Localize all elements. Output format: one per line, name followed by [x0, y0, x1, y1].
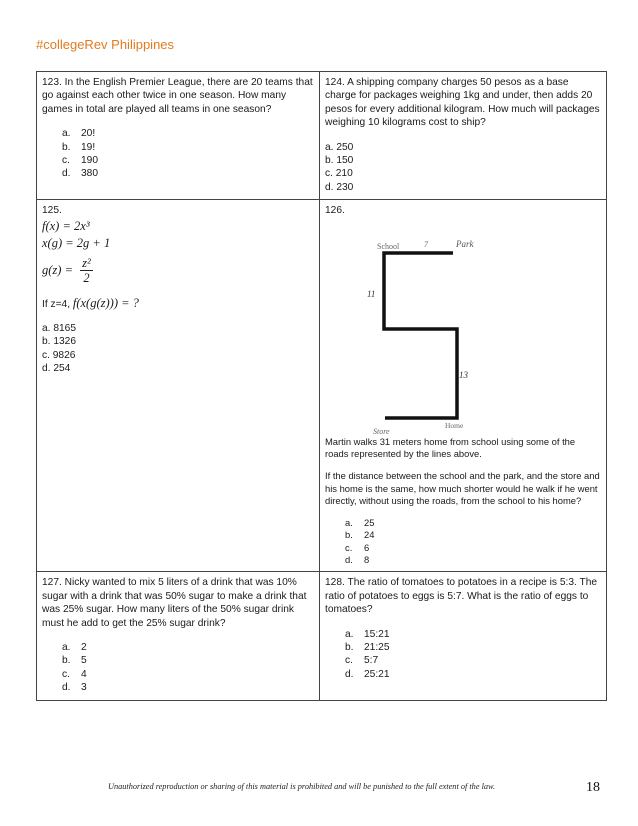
- option[interactable]: c. 210: [325, 168, 353, 180]
- question-126-text: Martin walks 31 meters home from school using some of the roads represented by the lines above.: [325, 435, 576, 460]
- question-row: [37, 72, 607, 200]
- top-length-label: 7: [424, 239, 428, 249]
- question-123: [37, 72, 320, 200]
- question-125: [37, 200, 320, 572]
- park-label: Park: [456, 238, 474, 249]
- brand-header: #collegeRev Philippines: [36, 37, 175, 52]
- equation-g: g(z) = $\frac{\text{z²}}{2}$: [42, 255, 91, 285]
- route-path: [384, 253, 457, 418]
- fraction: $\frac{\text{z²}}{2}$: [82, 255, 91, 285]
- option[interactable]: a. 250: [325, 141, 354, 153]
- question-125-prompt: If z=4, f(x(g(z))) = ?: [42, 295, 139, 310]
- option[interactable]: c. 9826: [42, 349, 76, 361]
- footer-notice: Unauthorized reproduction or sharing of this material is prohibited and will be punished to the full extent of the law.: [108, 782, 496, 791]
- question-123-text: 123. In the English Premier League, there are 20 teams that go against each other twice in one season. How many games in total are played all teams in one season?: [42, 77, 313, 115]
- question-124-options: [325, 141, 601, 195]
- question-128-text: 128. The ratio of tomatoes to potatoes in a recipe is 5:3. The ratio of potatoes to eggs is 5:7. What is the ratio of eggs to tomatoes?: [325, 577, 598, 616]
- option[interactable]: d. 8: [345, 553, 370, 565]
- question-127-options: [42, 641, 314, 695]
- left-length-label: 11: [367, 288, 376, 299]
- question-127-text: 127. Nicky wanted to mix 5 liters of a drink that was 10% sugar with a drink that was 50% sugar to make a drink that was 25% sugar. How many liters of the 50% sugar drink must he add to get the 25% sugar drink?: [42, 577, 307, 629]
- question-row: [37, 200, 607, 572]
- option[interactable]: a. 2: [62, 641, 87, 653]
- option[interactable]: c. 4: [62, 668, 87, 680]
- question-125-options: [42, 322, 314, 376]
- option[interactable]: a. 8165: [42, 323, 76, 335]
- question-124-text: 124. A shipping company charges 50 pesos as a base charge for packages weighing 1kg and under, then adds 20 pesos for every additional kilogram. How much will packages weighing 10 kilograms cost to ship?: [325, 77, 600, 129]
- option[interactable]: c. 190: [62, 155, 98, 167]
- right-length-label: 13: [459, 369, 468, 380]
- question-123-options: [42, 127, 314, 181]
- option[interactable]: b. 5: [62, 655, 87, 667]
- option[interactable]: b. 150: [325, 155, 354, 167]
- page-number: 18: [586, 780, 600, 795]
- equation-f: f(x) = 2x³: [42, 218, 90, 233]
- option[interactable]: d. 230: [325, 181, 354, 193]
- question-124: [320, 72, 607, 200]
- question-row: [37, 572, 607, 700]
- question-126: [320, 200, 607, 572]
- option[interactable]: b. 21:25: [345, 641, 390, 653]
- option[interactable]: d. 254: [42, 363, 71, 375]
- option[interactable]: a. 15:21: [345, 628, 390, 640]
- option[interactable]: c. 5:7: [345, 655, 379, 667]
- question-127: [37, 572, 320, 700]
- question-grid: [36, 71, 607, 701]
- option[interactable]: b. 19!: [62, 141, 96, 153]
- question-125-number: 125.: [42, 205, 62, 217]
- question-126-options: [325, 517, 601, 567]
- home-label: Home: [445, 420, 464, 430]
- question-126-prompt: If the distance between the school and the park, and the store and his home is the same, how much shorter would he walk if he went directly, without using the roads, from the school to his home?: [325, 470, 600, 507]
- option[interactable]: b. 24: [345, 529, 375, 541]
- question-128: [320, 572, 607, 700]
- question-126-number: 126.: [325, 205, 345, 217]
- option[interactable]: a. 25: [345, 516, 375, 528]
- equation-x: x(g) = 2g + 1: [42, 235, 111, 250]
- option[interactable]: a. 20!: [62, 128, 96, 140]
- school-label: School: [377, 241, 400, 251]
- route-map: [329, 219, 509, 436]
- store-label: Store: [373, 426, 390, 436]
- option[interactable]: d. 25:21: [345, 668, 390, 680]
- option[interactable]: d. 380: [62, 168, 98, 180]
- option[interactable]: b. 1326: [42, 336, 76, 348]
- option[interactable]: c. 6: [345, 541, 370, 553]
- question-128-options: [325, 628, 601, 682]
- option[interactable]: d. 3: [62, 682, 87, 694]
